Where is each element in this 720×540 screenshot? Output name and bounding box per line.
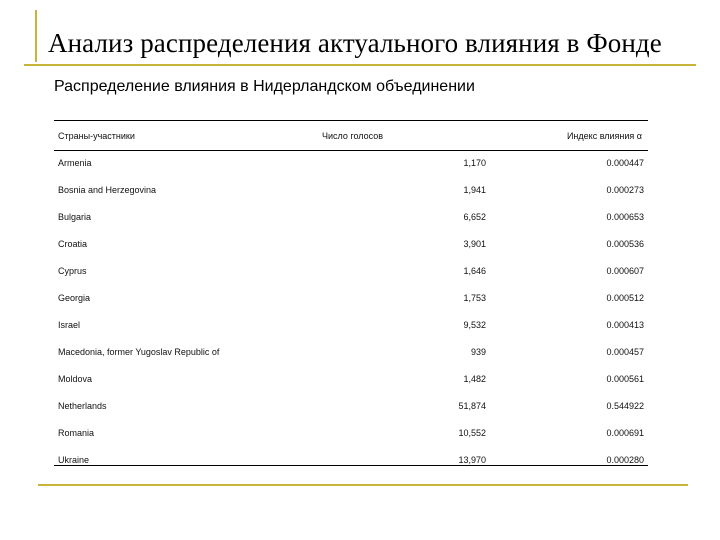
cell-votes: 1,482 [463, 374, 486, 384]
cell-votes: 1,646 [463, 266, 486, 276]
cell-index: 0.000607 [606, 266, 644, 276]
cell-index: 0.000691 [606, 428, 644, 438]
table-row [54, 258, 648, 285]
decorative-bottom-line [38, 484, 688, 486]
cell-votes: 6,652 [463, 212, 486, 222]
table-row [54, 393, 648, 420]
table-row [54, 420, 648, 447]
decorative-title-underline [24, 64, 696, 66]
cell-country: Georgia [58, 293, 91, 303]
cell-country: Armenia [58, 158, 92, 168]
cell-index: 0.544922 [606, 401, 644, 411]
decorative-vertical-line [35, 10, 37, 62]
table-row [54, 231, 648, 258]
table-row [54, 339, 648, 366]
table-row [54, 204, 648, 231]
cell-votes: 9,532 [463, 320, 486, 330]
cell-index: 0.000536 [606, 239, 644, 249]
cell-votes: 1,753 [463, 293, 486, 303]
table-header-row [54, 121, 648, 151]
cell-country: Croatia [58, 239, 88, 249]
cell-index: 0.000280 [606, 455, 644, 465]
cell-votes: 1,170 [463, 158, 486, 168]
cell-votes: 1,941 [463, 185, 486, 195]
cell-votes: 51,874 [458, 401, 486, 411]
cell-index: 0.000561 [606, 374, 644, 384]
table-row [54, 150, 648, 177]
table-row [54, 366, 648, 393]
table-row [54, 285, 648, 312]
cell-index: 0.000457 [606, 347, 644, 357]
slide-title: Анализ распределения актуального влияния в Фонде [48, 28, 662, 58]
cell-country: Israel [58, 320, 81, 330]
cell-country: Moldova [58, 374, 93, 384]
table-row [54, 447, 648, 474]
cell-country: Cyprus [58, 266, 87, 276]
cell-votes: 13,970 [458, 455, 486, 465]
cell-votes: 10,552 [458, 428, 486, 438]
cell-country: Romania [58, 428, 95, 438]
table-body [54, 150, 648, 474]
cell-votes: 3,901 [463, 239, 486, 249]
table-row [54, 312, 648, 339]
cell-country: Netherlands [58, 401, 107, 411]
cell-index: 0.000447 [606, 158, 644, 168]
cell-country: Bulgaria [58, 212, 92, 222]
header-votes: Число голосов [322, 131, 384, 141]
cell-country: Ukraine [58, 455, 90, 465]
cell-country: Bosnia and Herzegovina [58, 185, 157, 195]
cell-index: 0.000273 [606, 185, 644, 195]
table-subtitle: Распределение влияния в Нидерландском объединении [54, 78, 475, 95]
header-countries: Страны-участники [58, 131, 135, 141]
cell-index: 0.000653 [606, 212, 644, 222]
table-row [54, 177, 648, 204]
header-influence-index: Индекс влияния α [566, 131, 642, 141]
influence-table [54, 120, 648, 466]
cell-votes: 939 [470, 347, 486, 357]
cell-index: 0.000413 [606, 320, 644, 330]
cell-index: 0.000512 [606, 293, 644, 303]
cell-country: Macedonia, former Yugoslav Republic of [58, 347, 220, 357]
